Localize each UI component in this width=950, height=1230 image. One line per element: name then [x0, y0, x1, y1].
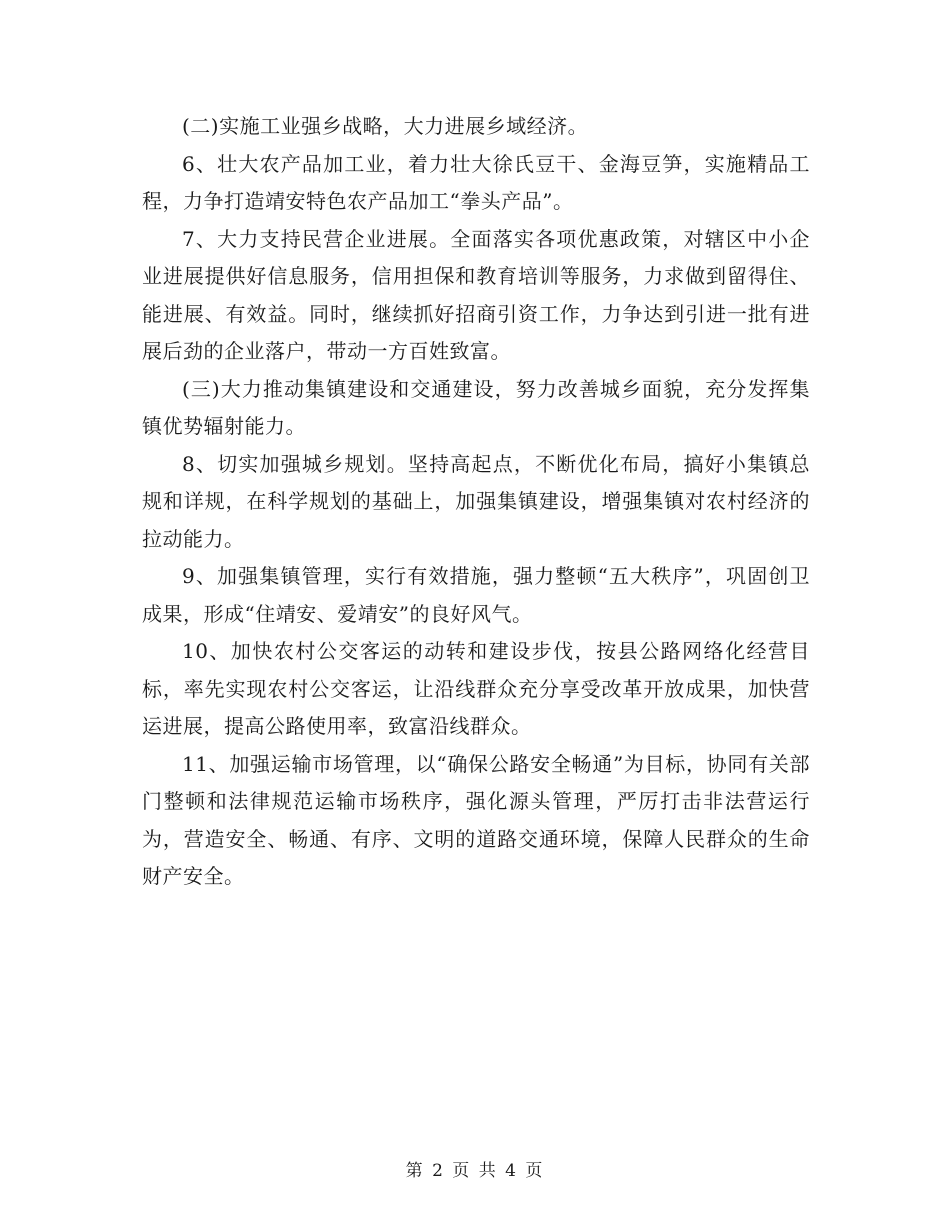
paragraph-item-9: 9、加强集镇管理，实行有效措施，强力整顿“五大秩序”，巩固创卫成果，形成“住靖安、爱靖安”的良好风气。: [142, 564, 810, 626]
page-number-footer: 第 2 页 共 4 页: [405, 1161, 545, 1181]
paragraph-item-8: 8、切实加强城乡规划。坚持高起点，不断优化布局，搞好小集镇总规和详规，在科学规划的基础上，加强集镇建设，增强集镇对农村经济的拉动能力。: [142, 451, 810, 551]
section-heading-2: (二)实施工业强乡战略，大力进展乡域经济。: [182, 114, 589, 138]
section-heading-3: (三)大力推动集镇建设和交通建设，努力改善城乡面貌，充分发挥集镇优势辐射能力。: [142, 376, 810, 438]
paragraph-item-10: 10、加快农村公交客运的动转和建设步伐，按县公路网络化经营目标，率先实现农村公交客运，让沿线群众充分享受改革开放成果，加快营运进展，提高公路使用率，致富沿线群众。: [142, 639, 810, 738]
paragraph-item-11: 11、加强运输市场管理，以“确保公路安全畅通”为目标，协同有关部门整顿和法律规范运输市场秩序，强化源头管理，严厉打击非法营运行为，营造安全、畅通、有序、文明的道路交通环境，保障人民群众的生命财产安全。: [142, 751, 810, 888]
paragraph-item-7: 7、大力支持民营企业进展。全面落实各项优惠政策，对辖区中小企业进展提供好信息服务，信用担保和教育培训等服务，力求做到留得住、能进展、有效益。同时，继续抓好招商引资工作，力争达到引进一批有进展后劲的企业落户，带动一方百姓致富。: [142, 226, 810, 363]
document-body: [142, 108, 810, 896]
paragraph-item-6: 6、壮大农产品加工业，着力壮大徐氏豆干、金海豆笋，实施精品工程，力争打造靖安特色农产品加工“拳头产品”。: [142, 151, 810, 213]
